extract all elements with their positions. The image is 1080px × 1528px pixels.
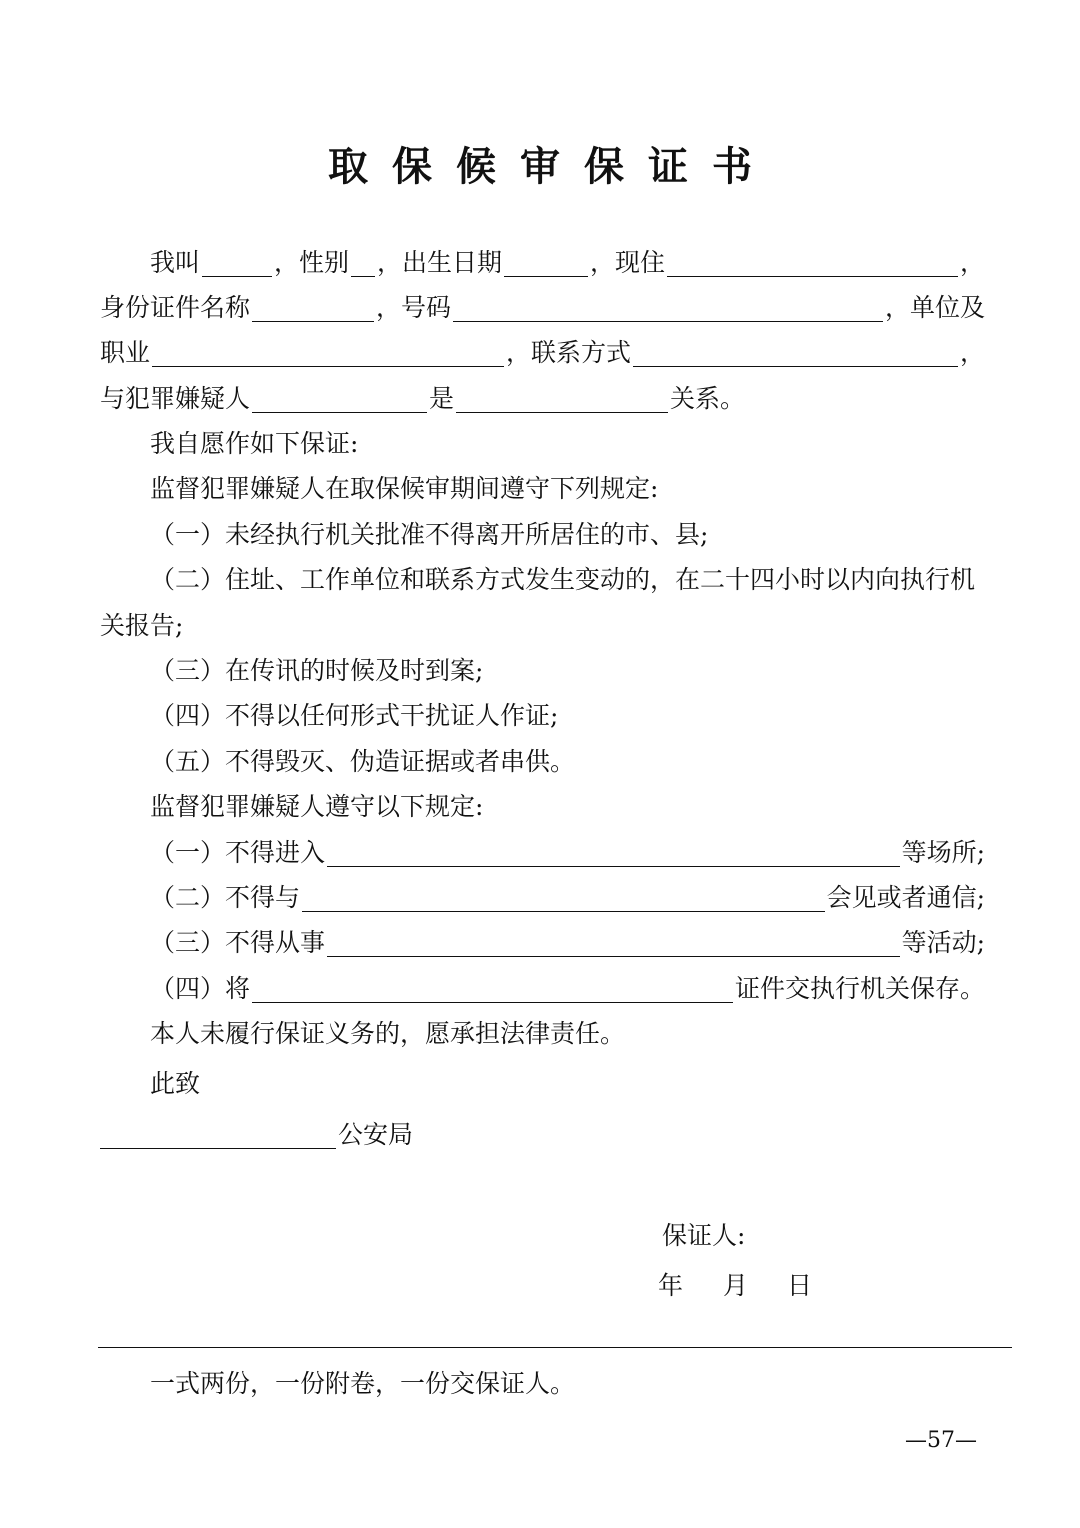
intro-line-3: [100, 333, 985, 373]
rule2-3: [150, 923, 985, 963]
rule-text: 证件交执行机关保存。: [734, 974, 985, 1003]
supervise2-line: [150, 787, 985, 827]
rule-text: 关报告;: [100, 611, 184, 640]
rule1-5: [150, 742, 985, 782]
name-blank[interactable]: [202, 246, 272, 277]
rule1-3: [150, 651, 985, 691]
suspect-blank[interactable]: [252, 382, 427, 413]
pledge-text: 我自愿作如下保证:: [150, 429, 359, 458]
day-label: 日: [787, 1271, 813, 1300]
intro-line-4: [100, 379, 985, 419]
police-line: [100, 1115, 985, 1155]
salute-text: 此致: [150, 1069, 201, 1098]
address-blank[interactable]: [667, 246, 958, 277]
document-title: 取保候审保证书: [328, 144, 776, 190]
label-relation: 关系。: [670, 384, 746, 413]
birth-blank[interactable]: [504, 246, 588, 277]
rule-text: 会见或者通信;: [826, 883, 985, 912]
comma: ，: [959, 248, 985, 277]
rule1-4: [150, 696, 985, 736]
rule1-2-cont: [100, 606, 985, 646]
rule-text: （四）不得以任何形式干扰证人作证;: [150, 701, 559, 730]
gender-blank[interactable]: [351, 246, 375, 277]
label-address: ，现住: [590, 248, 666, 277]
month-label: 月: [723, 1271, 749, 1300]
rule1-1: [150, 515, 985, 555]
id-name-blank[interactable]: [252, 291, 374, 322]
activity-blank[interactable]: [327, 926, 900, 957]
note-text: 一式两份，一份附卷，一份交保证人。: [150, 1369, 576, 1398]
rule-text: （三）不得从事: [150, 928, 326, 957]
rule-text: （一）不得进入: [150, 838, 326, 867]
police-blank[interactable]: [100, 1118, 336, 1149]
rule-text: 等场所;: [901, 838, 985, 867]
label-is: 是: [429, 384, 455, 413]
label-unit: ，单位及: [884, 293, 985, 322]
year-label: 年: [658, 1271, 684, 1300]
label-name: 我叫: [150, 248, 201, 277]
label-job: 职业: [100, 338, 151, 367]
label-gender: ，性别: [274, 248, 350, 277]
intro-line-1: [150, 243, 985, 283]
police-text: 公安局: [338, 1120, 414, 1149]
page-number: —57—: [905, 1428, 977, 1453]
rule-text: （二）不得与: [150, 883, 301, 912]
liability-line: [150, 1014, 985, 1054]
rule-text: （五）不得毁灭、伪造证据或者串供。: [150, 747, 576, 776]
job-blank[interactable]: [152, 336, 504, 367]
pledge-line: [150, 424, 985, 464]
rule-text: （二）住址、工作单位和联系方式发生变动的，在二十四小时以内向执行机: [150, 565, 976, 594]
intro-line-2: [100, 288, 985, 328]
label-birth: ，出生日期: [377, 248, 503, 277]
note-line: [150, 1364, 985, 1404]
supervise2-text: 监督犯罪嫌疑人遵守以下规定:: [150, 792, 484, 821]
place-blank[interactable]: [327, 836, 900, 867]
guarantor-label: 保证人:: [662, 1221, 746, 1250]
comma: ，: [959, 338, 985, 367]
rule-text: 等活动;: [901, 928, 985, 957]
label-id-number: ，号码: [376, 293, 452, 322]
relation-blank[interactable]: [456, 382, 668, 413]
rule2-2: [150, 878, 985, 918]
rule1-2: [150, 560, 985, 600]
salute-line: [150, 1064, 985, 1104]
document-blank[interactable]: [252, 972, 733, 1003]
liability-text: 本人未履行保证义务的，愿承担法律责任。: [150, 1019, 626, 1048]
id-number-blank[interactable]: [453, 291, 883, 322]
rule-text: （一）未经执行机关批准不得离开所居住的市、县;: [150, 520, 709, 549]
label-contact: ，联系方式: [506, 338, 632, 367]
rule2-1: [150, 833, 985, 873]
supervise1-text: 监督犯罪嫌疑人在取保候审期间遵守下列规定:: [150, 474, 659, 503]
footer-divider: [98, 1347, 1012, 1348]
person-blank[interactable]: [302, 881, 825, 912]
supervise1-line: [150, 469, 985, 509]
rule2-4: [150, 969, 985, 1009]
rule-text: （四）将: [150, 974, 251, 1003]
rule-text: （三）在传讯的时候及时到案;: [150, 656, 484, 685]
label-suspect: 与犯罪嫌疑人: [100, 384, 251, 413]
label-id-name: 身份证件名称: [100, 293, 251, 322]
contact-blank[interactable]: [633, 336, 958, 367]
